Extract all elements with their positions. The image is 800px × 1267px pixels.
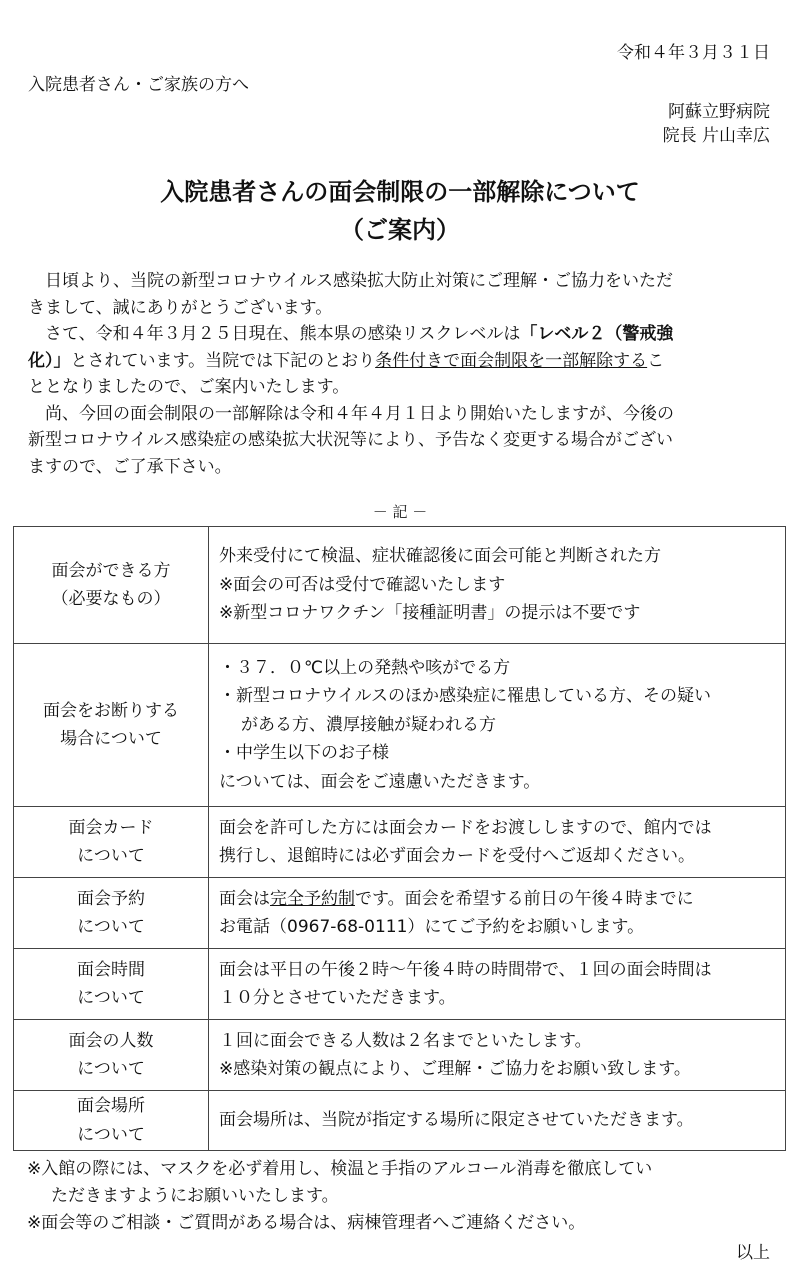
row-label-line: 場合について <box>60 729 162 749</box>
title-line-2: （ご案内） <box>340 216 460 244</box>
row-content <box>209 644 786 807</box>
emphasis-text: 条件付きで面会制限を一部解除する <box>375 350 648 371</box>
hospital-name: 阿蘇立野病院 <box>668 102 770 122</box>
intro-paragraph-1 <box>28 268 776 321</box>
row-label-line: （必要なもの） <box>51 589 171 609</box>
row-label-line: 面会場所 <box>77 1096 145 1116</box>
row-label-line: について <box>77 917 145 937</box>
row-label-line: 面会時間 <box>77 959 145 980</box>
director-name: 院長 片山幸広 <box>662 126 770 146</box>
footer-note: ※入館の際には、マスクを必ず着用し、検温と手指のアルコール消毒を徹底してい <box>27 1159 653 1179</box>
intro-paragraph-3 <box>28 401 776 481</box>
intro-text: とされています。当院では下記のとおり <box>70 350 376 371</box>
visit-rules-table <box>13 526 786 1151</box>
content-line: ・中学生以下のお子様 <box>219 743 389 764</box>
content-line: ※面会の可否は受付で確認いたします <box>219 574 506 595</box>
table-row <box>14 807 786 878</box>
intro-body <box>28 268 776 480</box>
intro-text: 尚、今回の面会制限の一部解除は令和４年４月１日より開始いたしますが、今後の <box>45 403 674 424</box>
content-text: です。面会を希望する前日の午後４時までに <box>355 888 694 909</box>
table-row <box>14 878 786 949</box>
row-label-line: 面会ができる方 <box>51 560 171 581</box>
risk-level-text: 「レベル２（警戒強 <box>520 324 674 344</box>
intro-text-line <box>28 321 776 348</box>
row-label-line: 面会カード <box>68 817 154 838</box>
row-label <box>14 949 209 1020</box>
intro-text: 日頃より、当院の新型コロナウイルス感染拡大防止対策にご理解・ご協力をいただ <box>45 271 673 291</box>
row-label-line: について <box>77 1059 145 1079</box>
footer-note: ただきますようにお願いいたします。 <box>51 1186 339 1206</box>
content-line <box>219 885 777 914</box>
content-line: １回に面会できる人数は２名までといたします。 <box>219 1030 592 1051</box>
document-title <box>0 173 800 249</box>
intro-text-line <box>28 348 776 375</box>
row-content <box>209 878 786 949</box>
intro-text: さて、令和４年３月２５日現在、熊本県の感染リスクレベルは <box>45 324 521 344</box>
table-row <box>14 1020 786 1091</box>
intro-text: こ <box>647 350 665 371</box>
row-content <box>209 1020 786 1091</box>
row-label-line: 面会の人数 <box>68 1030 154 1051</box>
content-line: がある方、濃厚接触が疑われる方 <box>241 714 496 735</box>
row-label-line: 面会をお断りする <box>43 700 179 721</box>
row-label-line: について <box>77 988 145 1008</box>
row-label <box>14 644 209 807</box>
emphasis-text: 完全予約制 <box>270 888 355 909</box>
row-content <box>209 949 786 1020</box>
table-row <box>14 527 786 644</box>
intro-paragraph-2 <box>28 321 776 401</box>
row-content <box>209 1091 786 1151</box>
footer-notes <box>27 1156 782 1237</box>
content-line: については、面会をご遠慮いただきます。 <box>219 771 541 792</box>
content-line: 外来受付にて検温、症状確認後に面会可能と判断された方 <box>219 546 661 567</box>
row-label <box>14 807 209 878</box>
content-line: ・新型コロナウイルスのほか感染症に罹患している方、その疑い <box>219 686 711 707</box>
content-line: １０分とさせていただきます。 <box>219 988 456 1008</box>
row-label-line: について <box>77 846 145 866</box>
content-line: ・３７．０℃以上の発熱や咳がでる方 <box>219 657 511 678</box>
row-label-line: について <box>77 1124 145 1145</box>
risk-level-text: 化）」 <box>28 350 71 371</box>
row-label <box>14 1020 209 1091</box>
content-text: 面会は <box>219 888 270 909</box>
ki-marker: － 記 － <box>372 503 428 521</box>
intro-text: ますので、ご了承下さい。 <box>28 456 232 477</box>
content-line: お電話（0967-68-0111）にてご予約をお願いします。 <box>219 917 645 937</box>
document-date: 令和４年３月３１日 <box>617 43 770 63</box>
row-label <box>14 1091 209 1151</box>
row-label <box>14 878 209 949</box>
table-row <box>14 644 786 807</box>
content-line: 面会を許可した方には面会カードをお渡ししますので、館内では <box>219 817 712 838</box>
footer-note: ※面会等のご相談・ご質問がある場合は、病棟管理者へご連絡ください。 <box>27 1213 586 1233</box>
row-content <box>209 807 786 878</box>
recipient-line: 入院患者さん・ご家族の方へ <box>28 75 249 95</box>
row-content <box>209 527 786 644</box>
content-line: 携行し、退館時には必ず面会カードを受付へご返却ください。 <box>219 846 695 866</box>
closing-mark: 以上 <box>736 1243 770 1263</box>
table-row <box>14 949 786 1020</box>
content-line: ※感染対策の観点により、ご理解・ご協力をお願い致します。 <box>219 1059 691 1079</box>
intro-text: ととなりましたので、ご案内いたします。 <box>28 377 350 397</box>
intro-text: 新型コロナウイルス感染症の感染拡大状況等により、予告なく変更する場合がござい <box>28 430 673 450</box>
content-line: ※新型コロナワクチン「接種証明書」の提示は不要です <box>219 603 641 624</box>
intro-text: きまして、誠にありがとうございます。 <box>28 297 333 318</box>
row-label <box>14 527 209 644</box>
table-row <box>14 1091 786 1151</box>
content-line: 面会場所は、当院が指定する場所に限定させていただきます。 <box>219 1110 694 1131</box>
row-label-line: 面会予約 <box>77 888 145 909</box>
title-line-1: 入院患者さんの面会制限の一部解除について <box>160 178 640 206</box>
content-line: 面会は平日の午後２時～午後４時の時間帯で、１回の面会時間は <box>219 959 712 980</box>
